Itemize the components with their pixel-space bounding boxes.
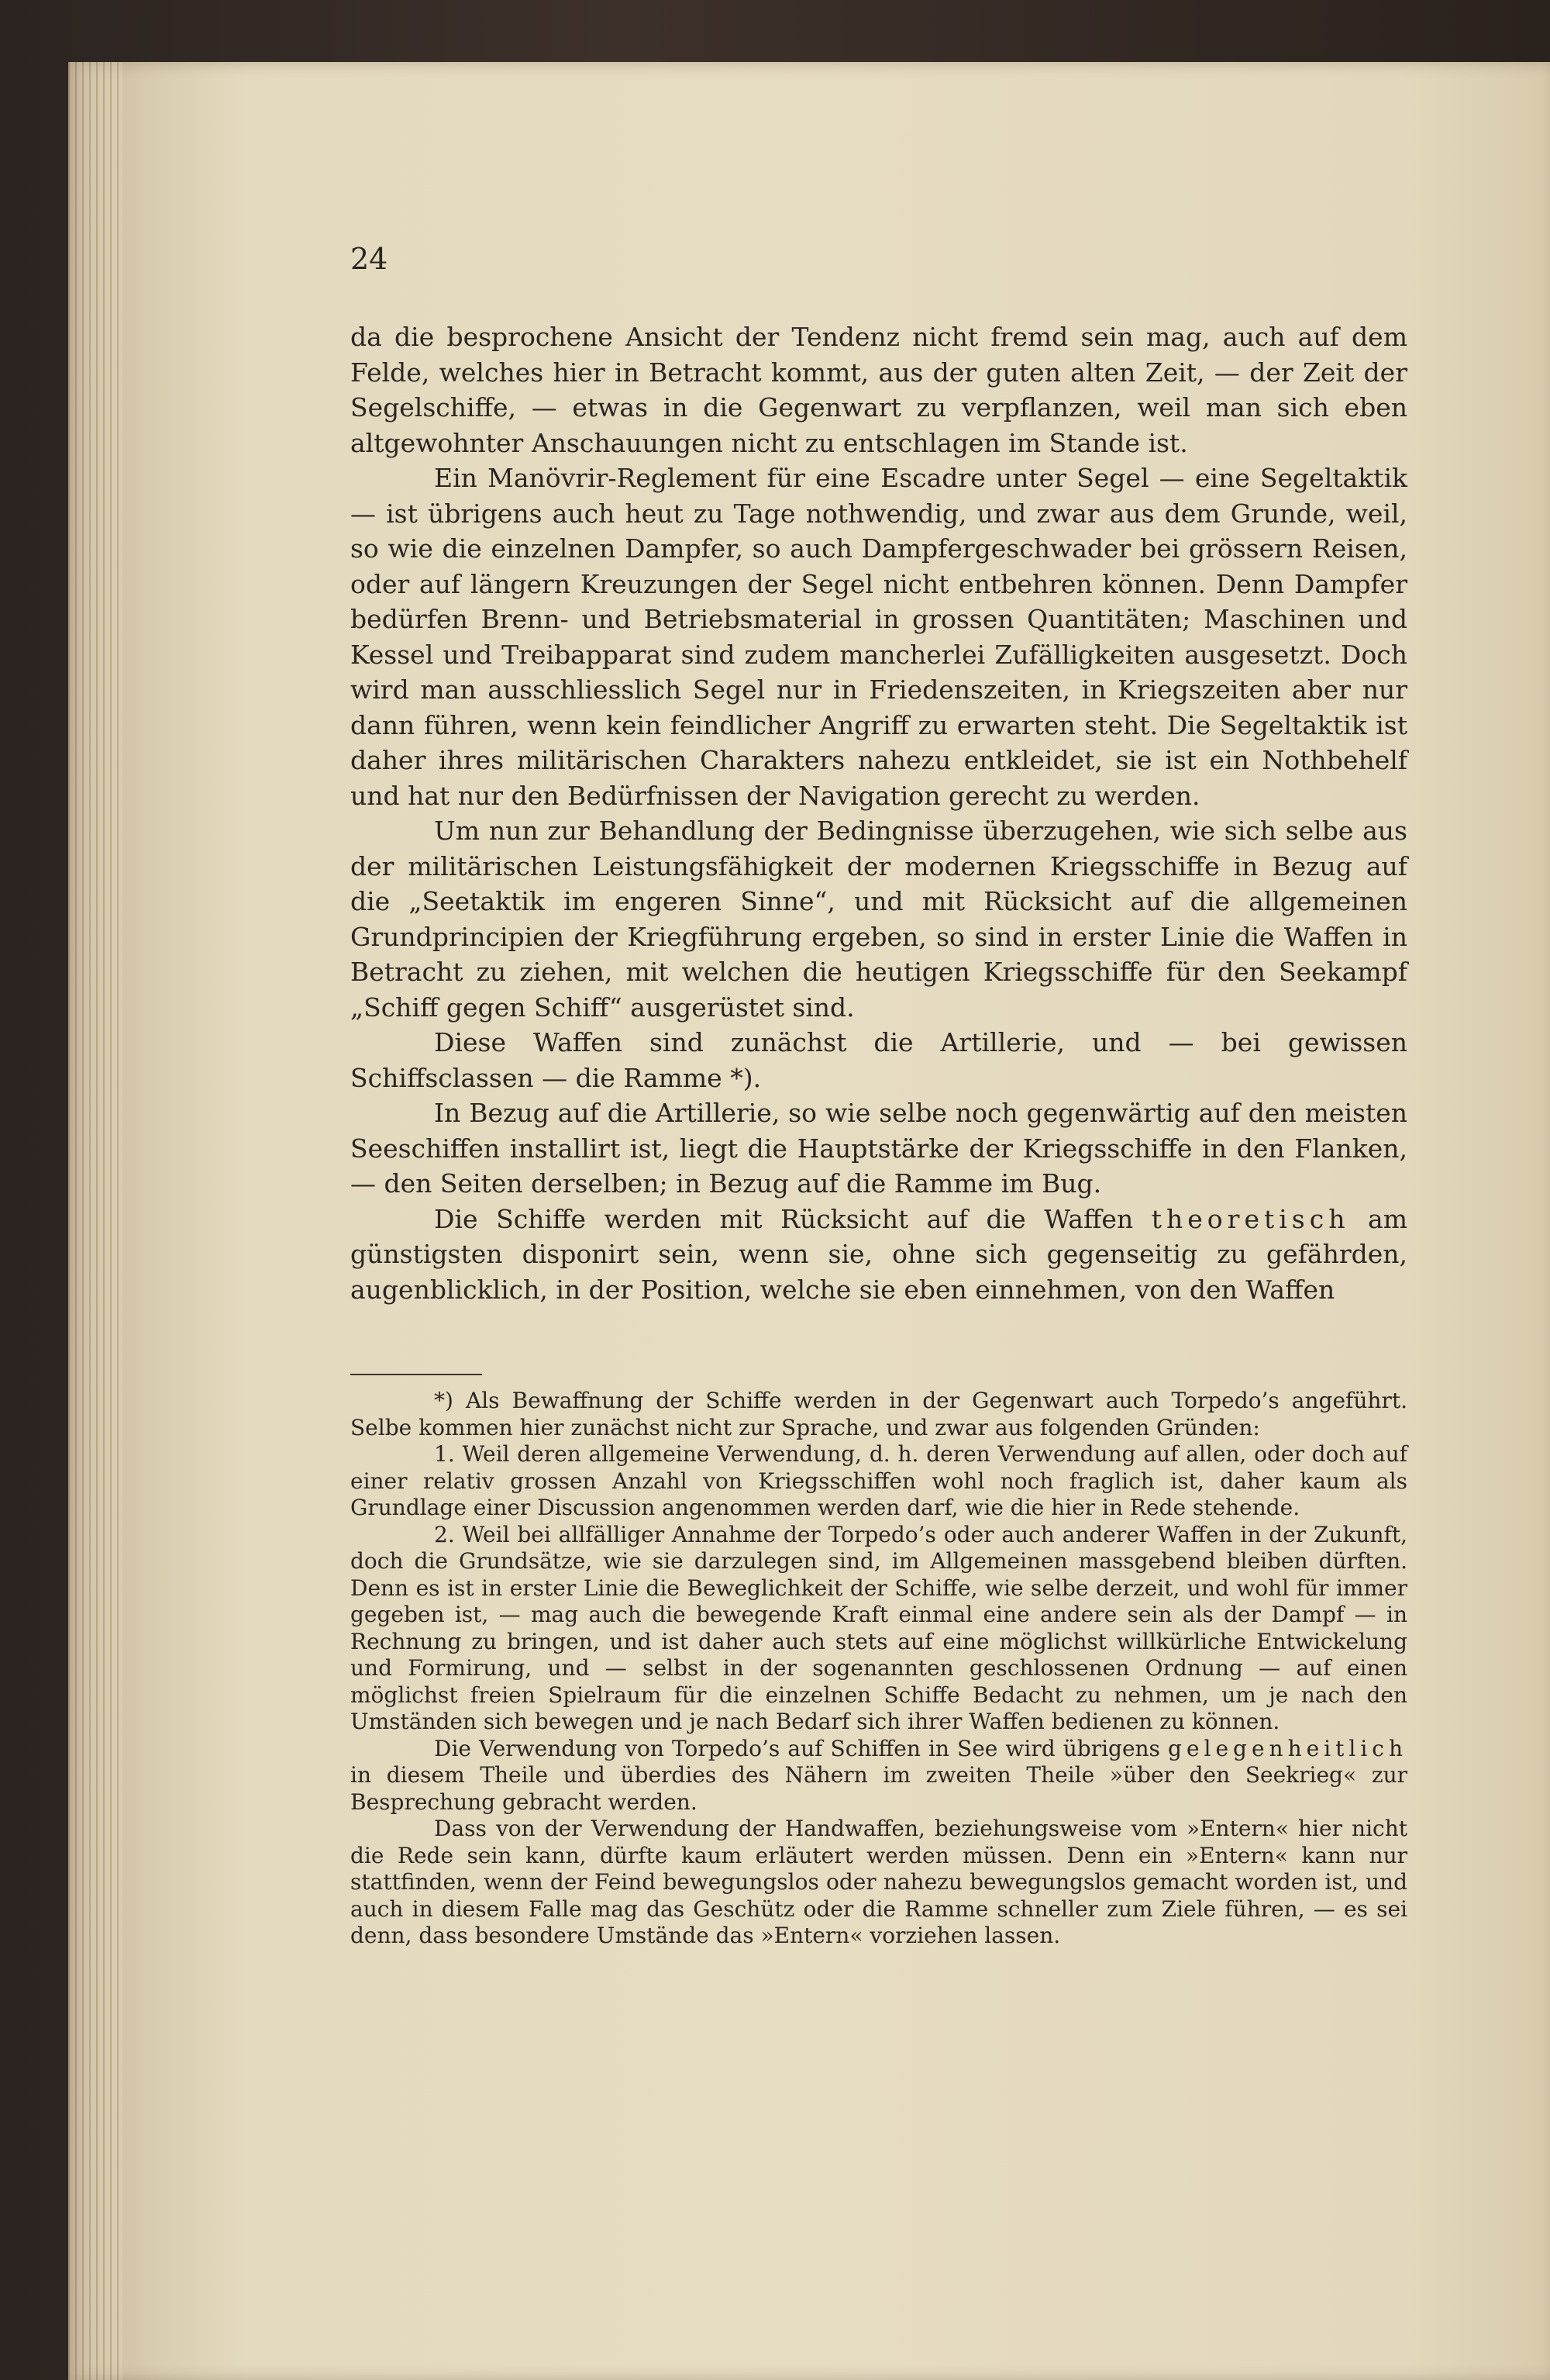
emphasis-theoretisch: theoretisch bbox=[1151, 1203, 1350, 1234]
paragraph-2: Ein Manövrir-Reglement für eine Escadre unter Segel — eine Segeltaktik — ist übrigens auch heut zu Tage nothwendig, und zwar aus dem Grunde, weil, so wie die einzelnen Dampfer, so auch Dampfergeschwader bei grössern Reisen, oder auf längern Kreuzungen der Segel nicht entbehren können. Denn Dampfer bedürfen Brenn- und Betriebsmaterial in grossen Quantitäten; Maschinen und Kessel und Treibapparat sind zudem mancherlei Zufälligkeiten ausgesetzt. Doch wird man ausschliesslich Segel nur in Friedenszeiten, in Kriegszeiten aber nur dann führen, wenn kein feindlicher Angriff zu erwarten steht. Die Segeltaktik ist daher ihres militärischen Charakters nahezu entkleidet, sie ist ein Nothbehelf und hat nur den Bedürfnissen der Navigation gerecht zu werden. bbox=[350, 463, 1407, 811]
paragraph-6-end: am günstigsten disponirt sein, wenn sie, ohne sich gegenseitig zu gefährden, augenblicklich, in der Position, welche sie eben einnehmen, von den Waffen bbox=[350, 1203, 1407, 1305]
footnote-torpedo-start: Die Verwendung von Torpedo’s auf Schiffen in See wird übrigens bbox=[434, 1735, 1169, 1761]
paragraph-3: Um nun zur Behandlung der Bedingnisse überzugehen, wie sich selbe aus der militärischen Leistungsfähigkeit der modernen Kriegsschiffe in Bezug auf die „Seetaktik im engeren Sinne“, und mit Rücksicht auf die allgemeinen Grundprincipien der Kriegführung ergeben, so sind in erster Linie die Waffen in Betracht zu ziehen, mit welchen die heutigen Kriegsschiffe für den Seekampf „Schiff gegen Schiff“ ausgerüstet sind. bbox=[350, 816, 1407, 1023]
footnote-point-2: 2. Weil bei allfälliger Annahme der Torpedo’s oder auch anderer Waffen in der Zukunft, doch die Grundsätze, wie sie darzulegen sind, im Allgemeinen massgebend bleiben dürften. Denn es ist in erster Linie die Beweglichkeit der Schiffe, wie selbe derzeit, und wohl für immer gegeben ist, — mag auch die bewegende Kraft einmal eine andere sein als der Dampf — in Rechnung zu bringen, und ist daher auch stets auf eine möglichst willkürliche Entwickelung und Formirung, und — selbst in der sogenannten geschlossenen Ordnung — auf einen möglichst freien Spielraum für die einzelnen Schiffe Bedacht zu nehmen, um je nach den Umständen sich bewegen und je nach Bedarf sich ihrer Waffen bedienen zu können. bbox=[350, 1521, 1407, 1734]
footnote-divider bbox=[350, 1374, 482, 1375]
paragraph-6-start: Die Schiffe werden mit Rücksicht auf die Waffen bbox=[434, 1203, 1152, 1234]
footnote-torpedo-end: in diesem Theile und überdies des Nähern im zweiten Theile »über den Seekrieg« zur Besprechung gebracht werden. bbox=[350, 1762, 1407, 1815]
footnote-entern: Dass von der Verwendung der Handwaffen, beziehungsweise vom »Entern« hier nicht die Rede sein kann, dürfte kaum erläutert werden müssen. Denn ein »Entern« kann nur stattfinden, wenn der Feind bewegungslos oder nahezu bewegungslos gemacht worden ist, und auch in diesem Falle mag das Geschütz oder die Ramme schneller zum Ziele führen, — es sei denn, dass besondere Umstände das »Entern« vorziehen lassen. bbox=[350, 1816, 1407, 1948]
footnote-intro: *) Als Bewaffnung der Schiffe werden in der Gegenwart auch Torpedo’s angeführt. Selbe kommen hier zunächst nicht zur Sprache, und zwar aus folgenden Gründen: bbox=[350, 1388, 1407, 1440]
main-text bbox=[350, 319, 1407, 1307]
footnotes bbox=[350, 1388, 1407, 1950]
footnote-point-1: 1. Weil deren allgemeine Verwendung, d. h. deren Verwendung auf allen, oder doch auf einer relativ grossen Anzahl von Kriegsschiffen wohl noch fraglich ist, daher kaum als Grundlage einer Discussion angenommen werden darf, wie die hier in Rede stehende. bbox=[350, 1441, 1407, 1520]
footnote-torpedo bbox=[350, 1736, 1407, 1816]
page-stack-edges bbox=[68, 62, 122, 2380]
page-number: 24 bbox=[350, 242, 388, 276]
paragraph-4: Diese Waffen sind zunächst die Artillerie, und — bei gewissen Schiffsclassen — die Ramme *). bbox=[350, 1027, 1407, 1093]
paragraph-5: In Bezug auf die Artillerie, so wie selbe noch gegenwärtig auf den meisten Seeschiffen installirt ist, liegt die Hauptstärke der Kriegsschiffe in den Flanken, — den Seiten derselben; in Bezug auf die Ramme im Bug. bbox=[350, 1098, 1407, 1199]
emphasis-gelegenheitlich: gelegenheitlich bbox=[1168, 1735, 1407, 1761]
paragraph-1: da die besprochene Ansicht der Tendenz nicht fremd sein mag, auch auf dem Felde, welches hier in Betracht kommt, aus der guten alten Zeit, — der Zeit der Segelschiffe, — etwas in die Gegenwart zu verpflanzen, weil man sich eben altgewohnter Anschauungen nicht zu entschlagen im Stande ist. bbox=[350, 322, 1407, 458]
paragraph-6 bbox=[350, 1202, 1407, 1308]
